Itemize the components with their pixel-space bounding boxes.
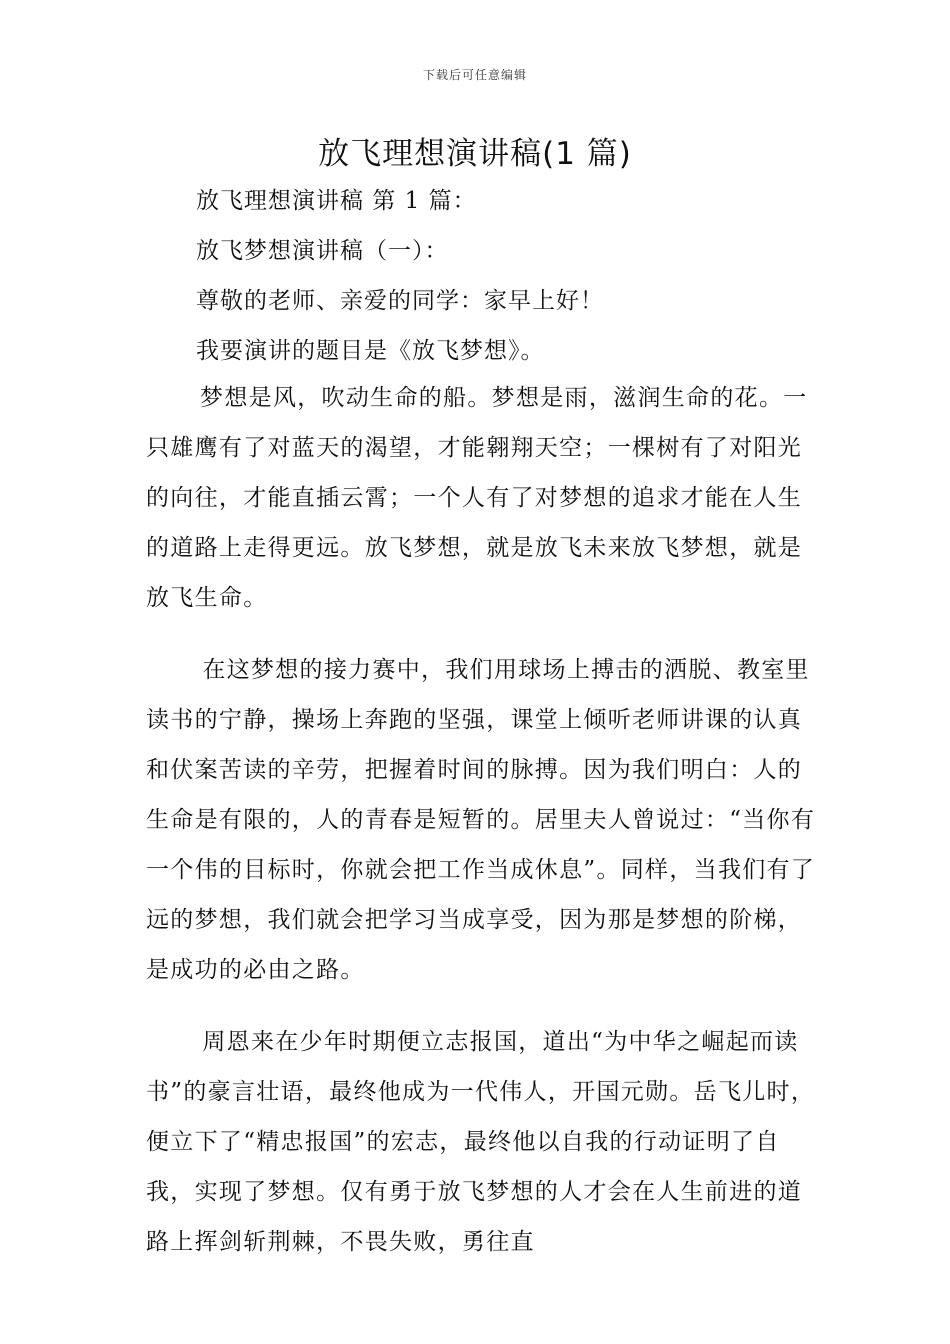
page-header-note: 下载后可任意编辑 — [422, 68, 527, 82]
document-title: 放飞理想演讲稿(1 篇) — [318, 136, 632, 172]
intro-line-subtitle: 放飞理想演讲稿 第 1 篇： — [196, 188, 477, 214]
body-paragraph: 周恩来在少年时期便立志报国，道出“为中华之崛起而读书”的豪言壮语，最终他成为一代伟人，开国元勋。岳飞儿时，便立下了“精忠报国”的宏志，最终他以自我的行动证明了自我，实现了梦想。仅有勇于放飞梦想的人才会在人生前进的道路上挥剑斩荆棘，不畏失败，勇往直 — [146, 1029, 816, 1255]
body-paragraph: 梦想是风，吹动生命的船。梦想是雨，滋润生命的花。一只雄鹰有了对蓝天的渴望，才能翱翔天空；一棵树有了对阳光的向往，才能直插云霄；一个人有了对梦想的追求才能在人生的道路上走得更远。放飞梦想，就是放飞未来放飞梦想，就是放飞生命。 — [146, 385, 808, 611]
intro-line-topic: 我要演讲的题目是《放飞梦想》。 — [196, 338, 545, 364]
intro-line-speech-title: 放飞梦想演讲稿（一）： — [196, 238, 449, 264]
body-paragraph: 在这梦想的接力赛中，我们用球场上搏击的洒脱、教室里读书的宁静，操场上奔跑的坚强，课堂上倾听老师讲课的认真和伏案苦读的辛劳，把握着时间的脉搏。因为我们明白：人的生命是有限的，人的青春是短暂的。居里夫人曾说过：“当你有一个伟的目标时，你就会把工作当成休息”。同样，当我们有了远的梦想，我们就会把学习当成享受，因为那是梦想的阶梯，是成功的必由之路。 — [146, 657, 816, 983]
intro-line-greeting: 尊敬的老师、亲爱的同学：家早上好！ — [196, 288, 604, 314]
document-body — [146, 373, 816, 1267]
